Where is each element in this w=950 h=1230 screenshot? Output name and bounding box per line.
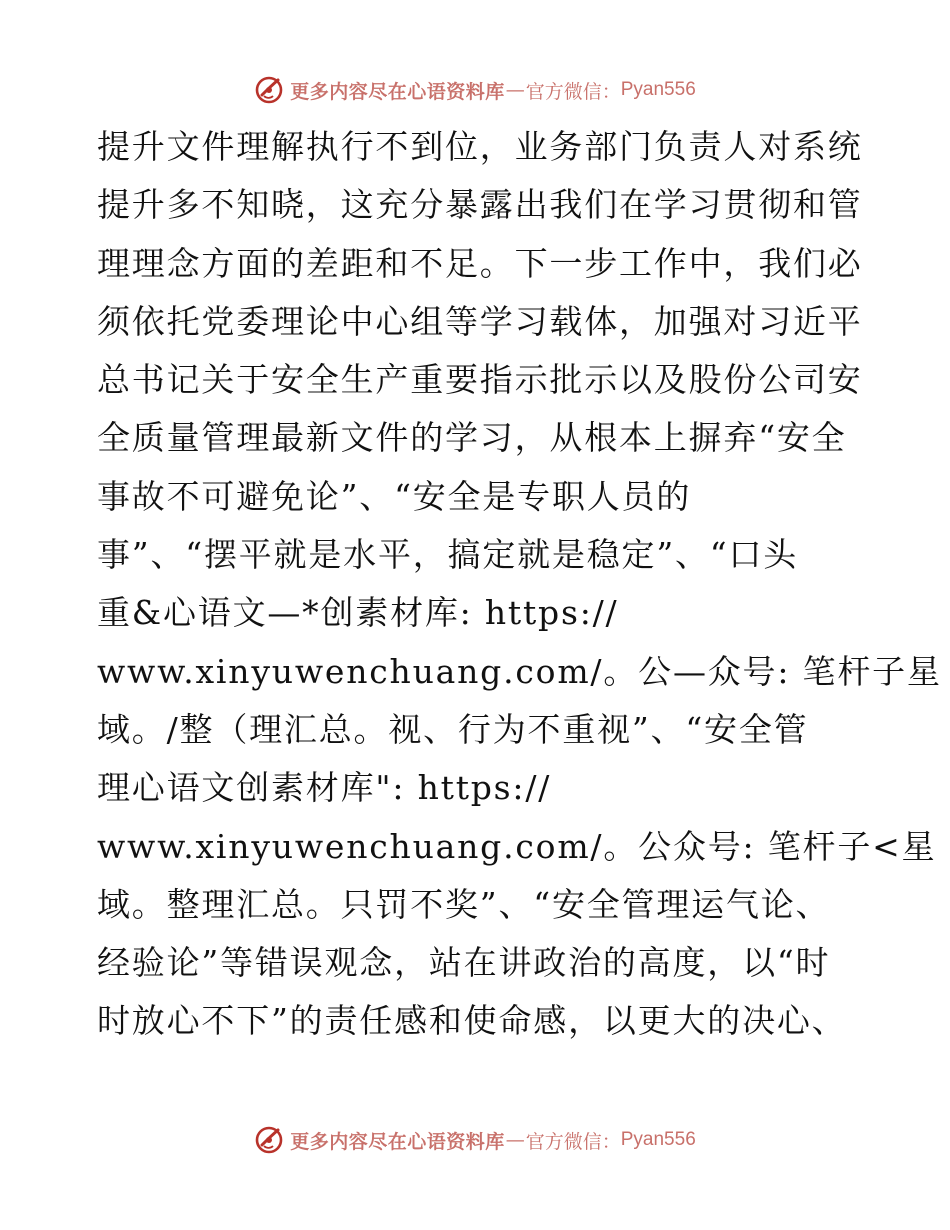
- body-line: 时放心不下”的责任感和使命感，以更大的决心、: [97, 1001, 847, 1041]
- body-line: 提升文件理解执行不到位，业务部门负责人对系统: [97, 127, 863, 166]
- body-line: 域。/整（理汇总。视、行为不重视”、“安全管: [97, 709, 809, 749]
- header-banner: [0, 72, 950, 108]
- body-line: 须依托党委理论中心组等学习载体，加强对习近平: [97, 301, 863, 341]
- banner-site-text: 更多内容尽在心语资料库: [290, 1130, 505, 1153]
- body-line: 总书记关于安全生产重要指示批示以及股份公司安: [97, 360, 863, 400]
- banner-wechat-label: 官方微信：: [525, 80, 621, 103]
- body-line: 事故不可避免论”、“安全是专职人员的: [97, 476, 692, 516]
- banner-dash: —: [505, 79, 525, 101]
- footer-banner: [0, 1122, 950, 1158]
- banner-site-text: 更多内容尽在心语资料库: [290, 80, 505, 103]
- brush-circle-logo-icon: [254, 1125, 284, 1155]
- banner-dash: —: [505, 1129, 525, 1151]
- body-line: 经验论”等错误观念，站在讲政治的高度，以“时: [97, 943, 831, 983]
- body-line: www.xinyuwenchuang.com/。公众号: 笔杆子<星: [97, 826, 937, 866]
- document-body: [97, 118, 942, 1051]
- banner-wechat-id: Pyan556: [620, 1129, 696, 1150]
- body-line: 域。整理汇总。只罚不奖”、“安全管理运气论、: [97, 884, 831, 924]
- body-line: 理心语文创素材库": https://: [97, 768, 552, 808]
- body-line: 提升多不知晓，这充分暴露出我们在学习贯彻和管: [97, 185, 863, 225]
- body-line: 重&心语文—*创素材库: https://: [97, 593, 619, 633]
- banner-wechat-id: Pyan556: [620, 79, 696, 100]
- body-line: 全质量管理最新文件的学习，从根本上摒弃“安全: [97, 418, 847, 458]
- brush-circle-logo-icon: [254, 75, 284, 105]
- body-line: www.xinyuwenchuang.com/。公—众号: 笔杆子星: [97, 651, 942, 691]
- banner-wechat-label: 官方微信：: [525, 1130, 621, 1153]
- body-line: 理理念方面的差距和不足。下一步工作中，我们必: [97, 243, 863, 283]
- body-line: 事”、“摆平就是水平，搞定就是稳定”、“口头: [97, 535, 799, 575]
